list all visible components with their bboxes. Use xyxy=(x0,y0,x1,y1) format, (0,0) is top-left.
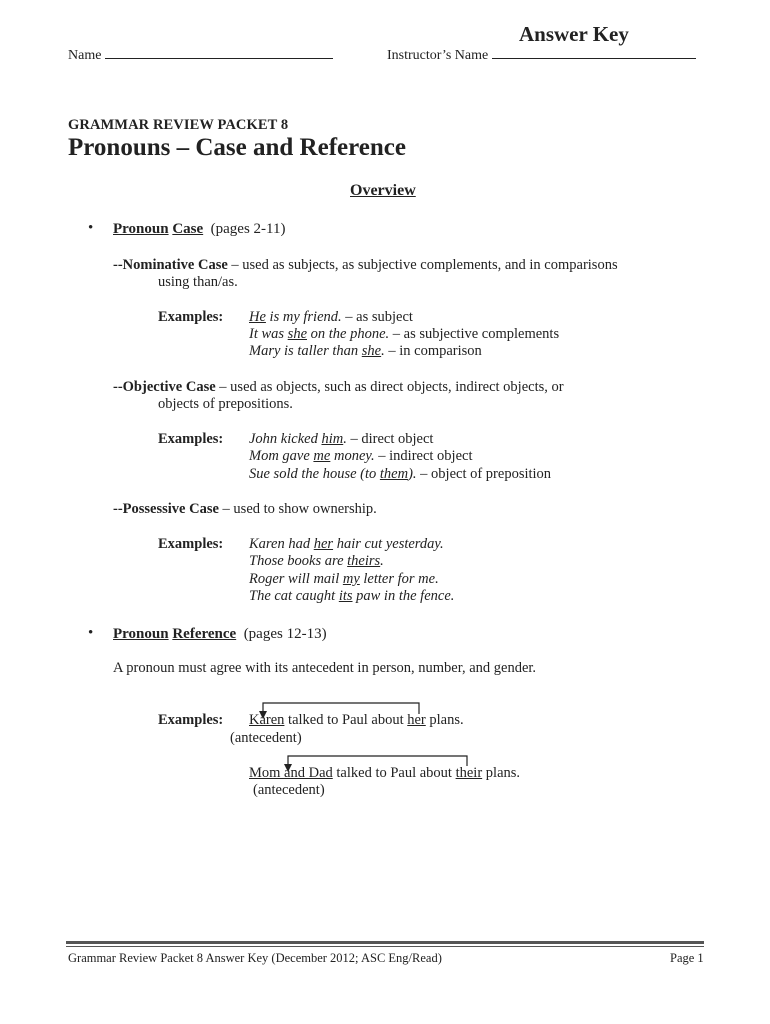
packet-label: GRAMMAR REVIEW PACKET 8 xyxy=(68,117,289,133)
objective-example-1: John kicked him. – direct object xyxy=(249,431,434,447)
reference-rule: A pronoun must agree with its antecedent in person, number, and gender. xyxy=(113,660,537,676)
nominative-example-2: It was she on the phone. – as subjective complements xyxy=(249,326,560,342)
possessive-example-2: Those books are theirs. xyxy=(249,553,384,569)
nominative-desc-cont: using than/as. xyxy=(158,274,238,290)
possessive-example-3: Roger will mail my letter for me. xyxy=(249,571,439,587)
bullet-dot-icon: • xyxy=(88,625,94,641)
nominative-example-1: He is my friend. – as subject xyxy=(249,309,413,325)
reference-example-1: Karen talked to Paul about her plans. xyxy=(249,712,464,728)
bullet-dot-icon: • xyxy=(88,220,94,236)
reference-note-2: (antecedent) xyxy=(253,782,325,798)
objective-examples-label: Examples: xyxy=(158,431,224,447)
section-case-heading: Pronoun Case (pages 2-11) xyxy=(113,221,286,237)
objective-desc-cont: objects of prepositions. xyxy=(158,396,293,412)
reference-examples-label: Examples: xyxy=(158,712,224,728)
name-label: Name xyxy=(68,48,102,63)
section-reference-heading: Pronoun Reference (pages 12-13) xyxy=(113,626,327,642)
nominative-examples-label: Examples: xyxy=(158,309,224,325)
footer-text: Grammar Review Packet 8 Answer Key (December 2012; ASC Eng/Read) xyxy=(68,951,442,965)
nominative-desc: --Nominative Case – used as subjects, as subjective complements, and in comparisons xyxy=(113,257,618,273)
objective-example-3: Sue sold the house (to them). – object of preposition xyxy=(249,466,552,482)
page-title: Pronouns – Case and Reference xyxy=(68,134,406,161)
footer-rule-thin xyxy=(66,946,704,947)
possessive-example-4: The cat caught its paw in the fence. xyxy=(249,588,455,604)
nominative-example-3: Mary is taller than she. – in comparison xyxy=(249,343,482,359)
instructor-label: Instructor’s Name xyxy=(387,48,489,63)
footer-rule-thick xyxy=(66,941,704,944)
page-number: Page 1 xyxy=(670,951,704,965)
possessive-example-1: Karen had her hair cut yesterday. xyxy=(249,536,444,552)
possessive-desc: --Possessive Case – used to show ownership. xyxy=(113,501,377,517)
answer-key-heading: Answer Key xyxy=(519,22,629,46)
possessive-examples-label: Examples: xyxy=(158,536,224,552)
objective-example-2: Mom gave me money. – indirect object xyxy=(249,448,473,464)
overview-heading: Overview xyxy=(350,182,416,199)
objective-desc: --Objective Case – used as objects, such as direct objects, indirect objects, or xyxy=(113,379,564,395)
reference-example-2: Mom and Dad talked to Paul about their plans. xyxy=(249,765,521,781)
reference-note-1: (antecedent) xyxy=(230,730,302,746)
